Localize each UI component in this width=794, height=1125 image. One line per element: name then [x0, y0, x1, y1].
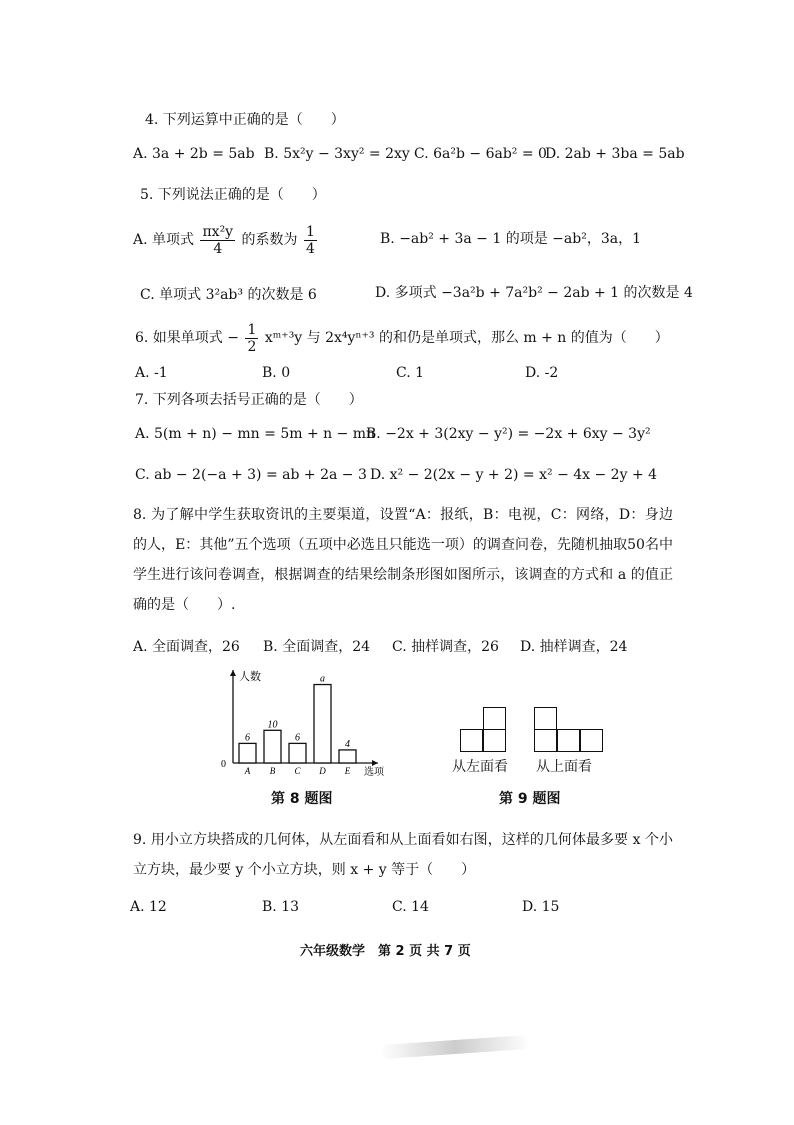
- q7-option-b: B. −2x + 3(2xy − y²) = −2x + 6xy − 3y²: [366, 426, 651, 442]
- q8-option-c: C. 抽样调查，26: [392, 639, 499, 655]
- q6-option-a: A. -1: [135, 365, 168, 381]
- top-view-cube: [534, 729, 557, 752]
- q8-option-a: A. 全面调查，26: [133, 639, 240, 655]
- y-axis-arrow: [230, 670, 236, 676]
- x-axis-label: 选项: [364, 767, 384, 778]
- category-label-E: E: [344, 766, 351, 776]
- data-label-C: 6: [295, 732, 300, 744]
- category-label-B: B: [269, 766, 276, 776]
- q6-numerator: 1: [247, 321, 257, 338]
- page-footer: 六年级数学 第 2 页 共 7 页: [300, 944, 471, 959]
- q6-option-c: C. 1: [396, 365, 425, 381]
- q9-option-a: A. 12: [130, 899, 167, 915]
- q5-option-d: D. 多项式 −3a²b + 7a²b² − 2ab + 1 的次数是 4: [375, 285, 693, 301]
- bar-C: [289, 743, 306, 763]
- q7-option-a: A. 5(m + n) − mn = 5m + n − mn: [135, 426, 376, 442]
- q4-option-a: A. 3a + 2b = 5ab: [133, 146, 255, 162]
- q4-stem: 4. 下列运算中正确的是（ ）: [145, 112, 345, 128]
- category-label-A: A: [244, 766, 251, 776]
- q6-stem: [135, 318, 669, 358]
- top-view-cube: [557, 729, 580, 752]
- q4-option-b: B. 5x²y − 3xy² = 2xy: [264, 146, 410, 162]
- bar-E: [339, 750, 356, 763]
- q5-a-middle: 的系数为: [241, 232, 298, 248]
- left-view-cube: [483, 707, 506, 730]
- q6-fraction: [245, 322, 258, 355]
- left-view-label: 从左面看: [452, 759, 508, 775]
- q9-option-b: B. 13: [262, 899, 300, 915]
- q5-stem: 5. 下列说法正确的是（ ）: [140, 187, 326, 203]
- q5-option-b: B. −ab² + 3a − 1 的项是 −ab²，3a，1: [380, 231, 641, 247]
- category-label-D: D: [319, 766, 326, 776]
- top-view-cube: [580, 729, 603, 752]
- data-label-E: 4: [345, 738, 350, 750]
- origin-label: 0: [221, 759, 226, 770]
- q9-stem: 9. 用小立方块搭成的几何体，从左面看和从上面看如右图，这样的几何体最多要 x 个小立方块，最少要 y 个小立方块，则 x + y 等于（ ）: [133, 832, 673, 878]
- bar-B: [264, 730, 281, 763]
- x-axis-arrow: [372, 760, 378, 766]
- q6-option-b: B. 0: [262, 365, 291, 381]
- q9-option-c: C. 14: [392, 899, 429, 915]
- q5-option-c: C. 单项式 3²ab³ 的次数是 6: [140, 287, 317, 303]
- q5-a-fraction: [200, 224, 235, 257]
- scan-smudge: [380, 1035, 531, 1059]
- q8-stem: 8. 为了解中学生获取资讯的主要渠道，设置“A：报纸，B：电视，C：网络，D：身边的人，E：其他”五个选项（五项中必选且只能选一项）的调查问卷，先随机抽取50名中学生进行该问卷调查，根据调查的结果绘制条形图如图所示，该调查的方式和 a 的值正确的是（ ）.: [133, 507, 673, 613]
- q5-a-numerator: πx²y: [202, 223, 234, 240]
- bar-A: [239, 743, 256, 763]
- q9-option-d: D. 15: [522, 899, 560, 915]
- left-view-cube: [483, 729, 506, 752]
- data-label-B: 10: [267, 719, 278, 731]
- category-label-C: C: [294, 766, 301, 776]
- q9-figure-caption: 第 9 题图: [499, 791, 561, 807]
- top-view-cube: [534, 707, 557, 730]
- q8-option-d: D. 抽样调查，24: [520, 639, 628, 655]
- top-view-label: 从上面看: [536, 759, 592, 775]
- q8-bar-chart: [215, 668, 405, 780]
- q6-suffix: xᵐ⁺³y 与 2x⁴yⁿ⁺³ 的和仍是单项式，那么 m + n 的值为（ ）: [264, 330, 669, 346]
- bar-D: [314, 685, 331, 763]
- q5-a-coef-numerator: 1: [306, 223, 315, 240]
- q4-option-c: C. 6a²b − 6ab² = 0: [414, 146, 547, 162]
- q7-stem: 7. 下列各项去括号正确的是（ ）: [135, 392, 363, 408]
- data-label-A: 6: [245, 732, 250, 744]
- q6-option-d: D. -2: [525, 365, 559, 381]
- q5-a-denominator: 4: [213, 240, 223, 257]
- q6-denominator: 2: [247, 338, 257, 355]
- q7-option-d: D. x² − 2(2x − y + 2) = x² − 4x − 2y + 4: [370, 467, 658, 483]
- q5-a-coef-fraction: [304, 224, 317, 257]
- data-label-D: a: [320, 673, 325, 685]
- q6-prefix: 6. 如果单项式 −: [135, 330, 239, 346]
- q5-option-a: [133, 220, 319, 260]
- q8-figure-caption: 第 8 题图: [271, 791, 333, 807]
- q8-option-b: B. 全面调查，24: [263, 639, 371, 655]
- q4-option-d: D. 2ab + 3ba = 5ab: [545, 146, 685, 162]
- y-axis-label: 人数: [239, 670, 261, 683]
- q5-a-coef-denominator: 4: [306, 240, 315, 257]
- left-view-cube: [460, 729, 483, 752]
- q5-a-prefix: A. 单项式: [133, 232, 195, 248]
- q7-option-c: C. ab − 2(−a + 3) = ab + 2a − 3: [135, 467, 367, 483]
